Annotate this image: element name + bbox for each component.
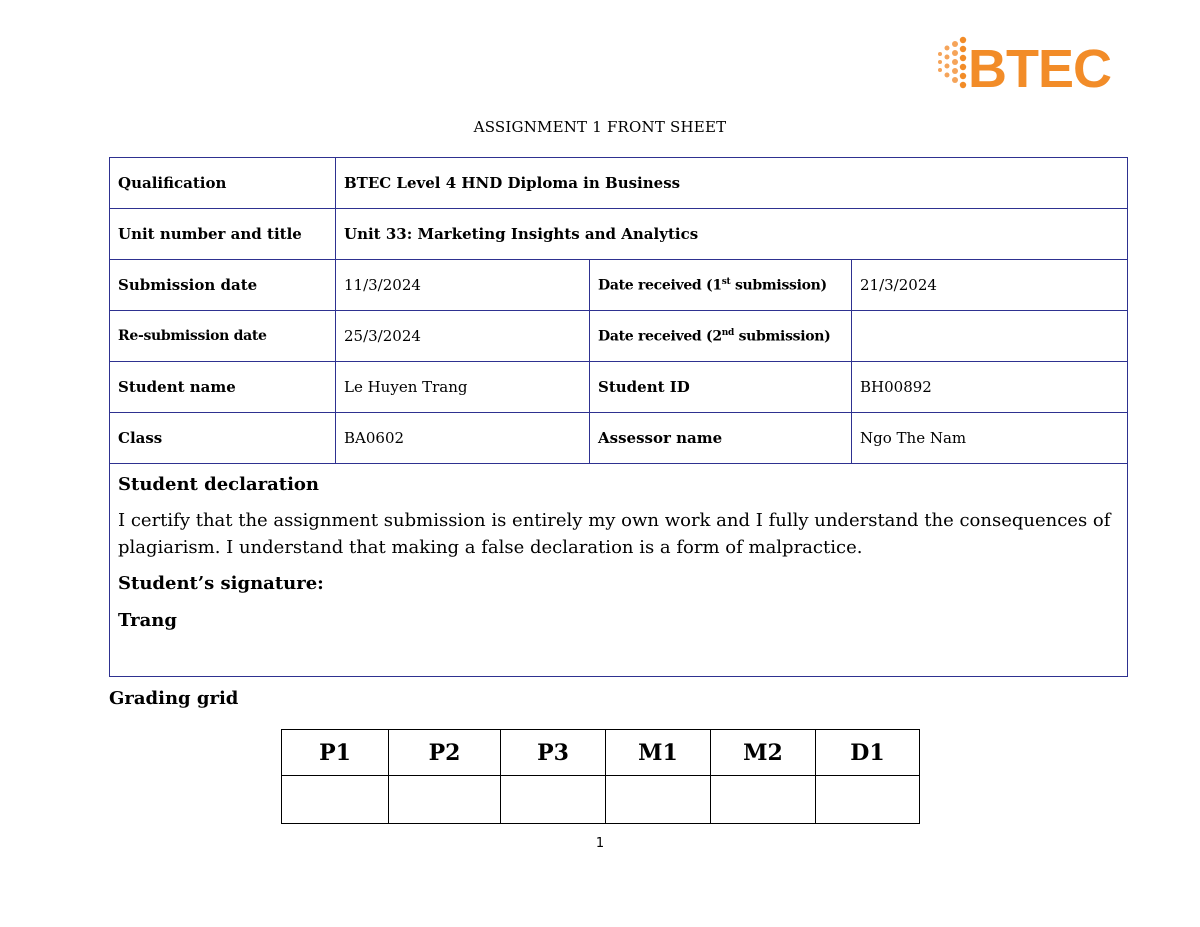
- date-received-2-value: [852, 311, 1128, 362]
- student-signature: Trang: [118, 610, 177, 631]
- grading-grid-heading: Grading grid: [109, 688, 239, 709]
- grade-cell-p1: [282, 776, 389, 824]
- date-received-2-prefix: Date received (2: [598, 328, 722, 345]
- date-received-1-label: [590, 260, 852, 311]
- resubmission-date-value: 25/3/2024: [336, 311, 590, 362]
- date-received-1-value: 21/3/2024: [852, 260, 1128, 311]
- class-value: BA0602: [336, 413, 590, 464]
- date-received-1-prefix: Date received (1: [598, 277, 722, 294]
- grade-cell-p3: [501, 776, 606, 824]
- grade-cell-p2: [389, 776, 501, 824]
- grade-cell-m1: [606, 776, 711, 824]
- declaration-text: I certify that the assignment submission is entirely my own work and I fully understand the consequences of plagiarism. I understand that making a false declaration is a form of malpractice.: [118, 510, 1111, 558]
- submission-date-label: Submission date: [110, 260, 336, 311]
- btec-logo-text: BTEC: [968, 39, 1111, 96]
- grading-header-row: [282, 730, 920, 776]
- signature-label: Student’s signature:: [118, 573, 324, 594]
- submission-row: [110, 260, 1128, 311]
- qualification-row: [110, 158, 1128, 209]
- grade-header-p2: P2: [389, 730, 501, 776]
- date-received-2-label: [590, 311, 852, 362]
- class-label: Class: [110, 413, 336, 464]
- assessor-value: Ngo The Nam: [852, 413, 1128, 464]
- student-name-value: Le Huyen Trang: [336, 362, 590, 413]
- declaration-cell: [110, 464, 1128, 677]
- date-received-1-sup: st: [721, 276, 731, 287]
- grade-header-p3: P3: [501, 730, 606, 776]
- btec-logo-graphic: [934, 32, 1124, 96]
- unit-label: Unit number and title: [110, 209, 336, 260]
- front-sheet-table: [109, 157, 1128, 677]
- resubmission-date-label: Re-submission date: [110, 311, 336, 362]
- class-row: [110, 413, 1128, 464]
- declaration-row: [110, 464, 1128, 677]
- grade-header-d1: D1: [816, 730, 920, 776]
- student-row: [110, 362, 1128, 413]
- unit-value: Unit 33: Marketing Insights and Analytics: [336, 209, 1128, 260]
- btec-logo: [934, 32, 1124, 96]
- grading-value-row: [282, 776, 920, 824]
- assessor-label: Assessor name: [590, 413, 852, 464]
- submission-date-value: 11/3/2024: [336, 260, 590, 311]
- resubmission-row: [110, 311, 1128, 362]
- student-name-label: Student name: [110, 362, 336, 413]
- grade-cell-d1: [816, 776, 920, 824]
- document-title: ASSIGNMENT 1 FRONT SHEET: [473, 118, 727, 136]
- student-id-value: BH00892: [852, 362, 1128, 413]
- qualification-label: Qualification: [110, 158, 336, 209]
- date-received-2-sup: nd: [721, 327, 735, 338]
- grade-cell-m2: [711, 776, 816, 824]
- qualification-value: BTEC Level 4 HND Diploma in Business: [336, 158, 1128, 209]
- student-id-label: Student ID: [590, 362, 852, 413]
- grade-header-m2: M2: [711, 730, 816, 776]
- grade-header-p1: P1: [282, 730, 389, 776]
- page-number: 1: [595, 836, 605, 851]
- declaration-heading: Student declaration: [118, 474, 319, 495]
- unit-row: [110, 209, 1128, 260]
- grading-grid-table: [281, 729, 920, 824]
- date-received-2-suffix: submission): [734, 328, 831, 345]
- date-received-1-suffix: submission): [730, 277, 827, 294]
- grade-header-m1: M1: [606, 730, 711, 776]
